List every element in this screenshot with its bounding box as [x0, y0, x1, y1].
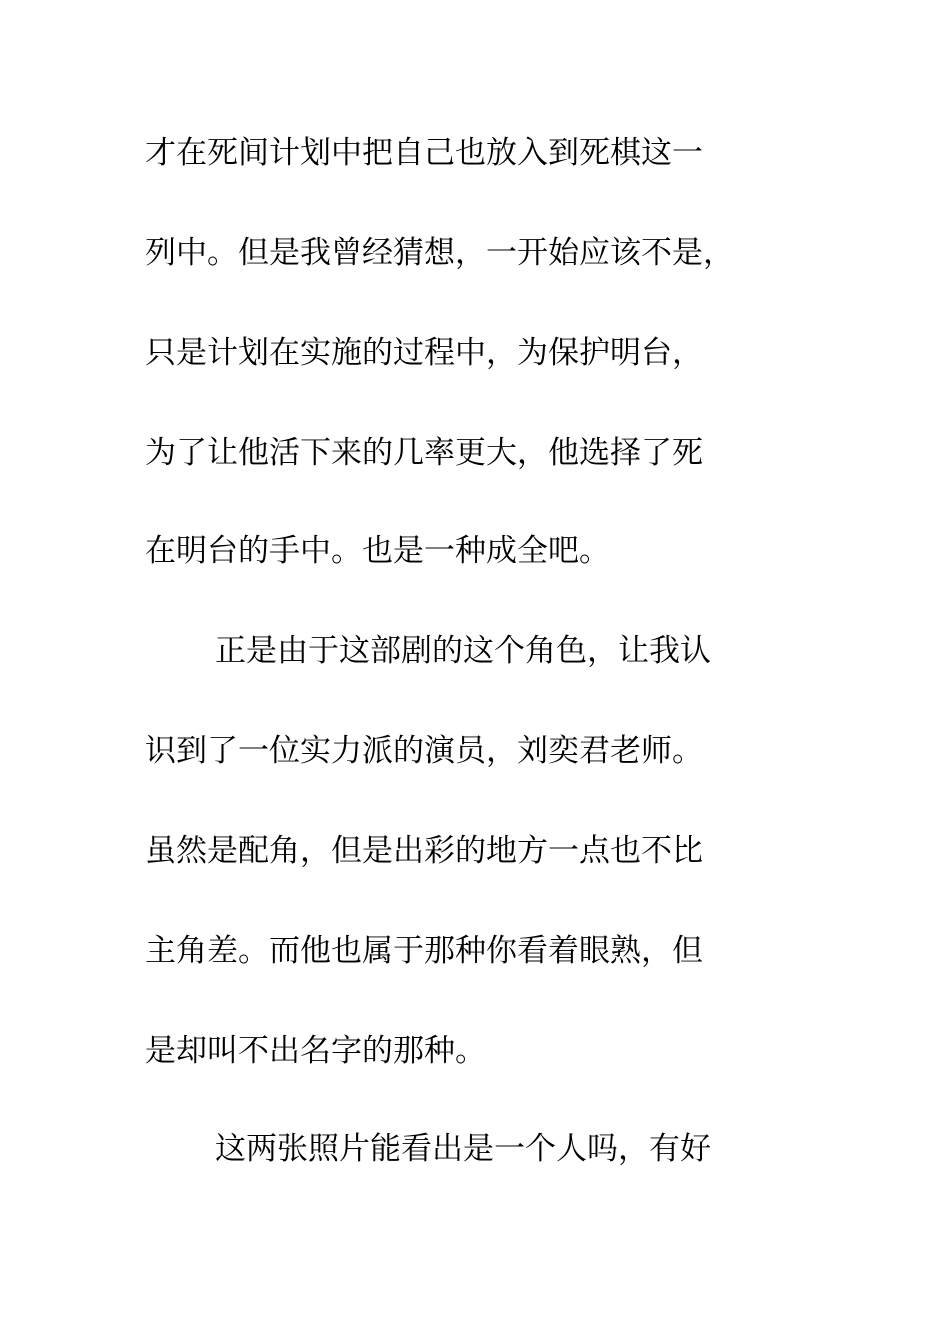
- text-line: 列中。但是我曾经猜想，一开始应该不是，: [145, 235, 734, 271]
- text-line: 识到了一位实力派的演员，刘奕君老师。: [145, 733, 703, 769]
- text-line: 为了让他活下来的几率更大，他选择了死: [145, 435, 703, 471]
- text-line: 虽然是配角，但是出彩的地方一点也不比: [145, 833, 703, 869]
- paragraph-first-line: 这两张照片能看出是一个人吗，有好: [215, 1131, 711, 1167]
- text-line: 只是计划在实施的过程中，为保护明台，: [145, 335, 703, 371]
- paragraph-first-line: 正是由于这部剧的这个角色，让我认: [215, 633, 711, 669]
- text-line: 才在死间计划中把自己也放入到死棋这一: [145, 135, 703, 171]
- text-line: 是却叫不出名字的那种。: [145, 1033, 486, 1069]
- text-line: 主角差。而他也属于那种你看着眼熟，但: [145, 933, 703, 969]
- text-line: 在明台的手中。也是一种成全吧。: [145, 533, 610, 569]
